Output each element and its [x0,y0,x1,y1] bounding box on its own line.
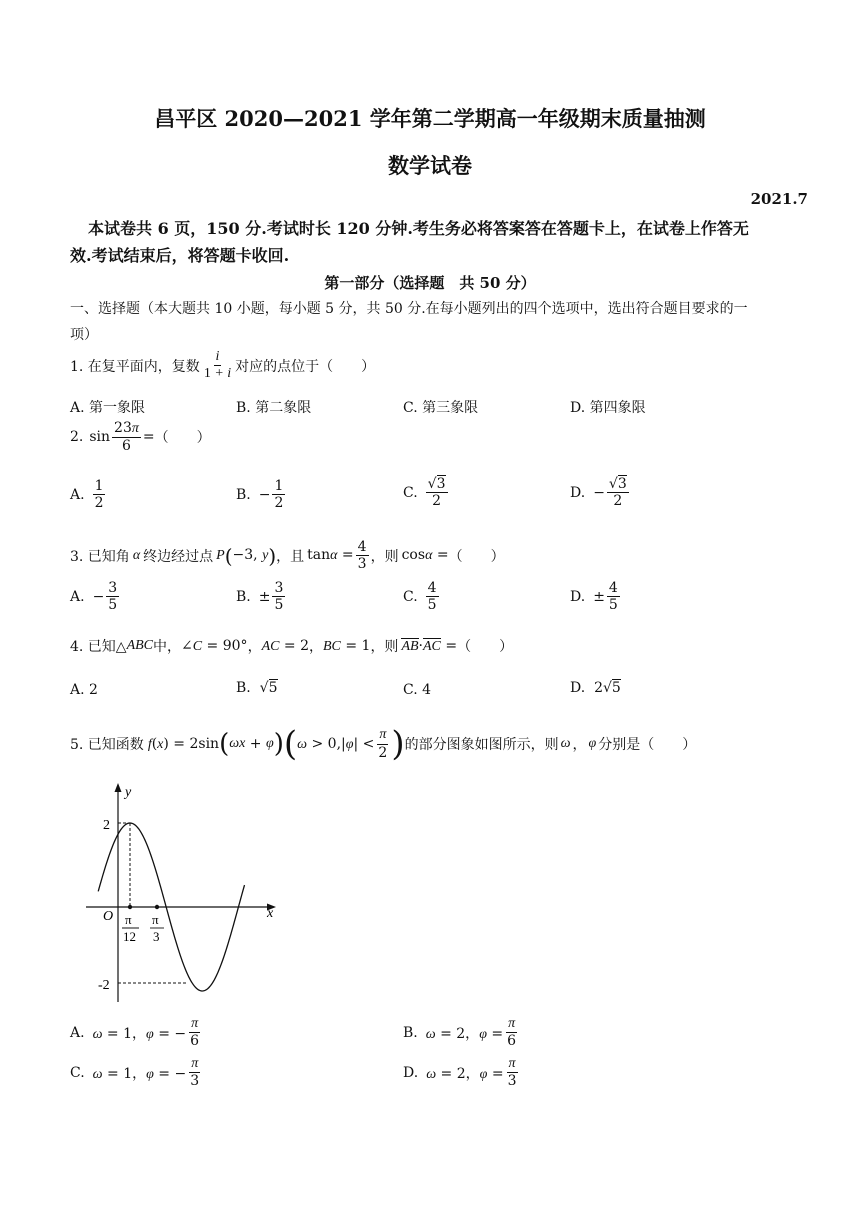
page-title: 昌平区 2020—2021 学年第二学期高一年级期末质量抽测 [154,106,706,131]
q1-option-b: B. 第二象限 [236,400,312,416]
part1-instruction-line-1: 一、选择题（本大题共 10 小题，每小题 5 分，共 50 分.在每小题列出的四个选项中，选出符合题目要求的一 [70,301,748,317]
q1-option-a: A. 第一象限 [70,400,146,416]
intro-line-1: 本试卷共 6 页，150 分.考试时长 120 分钟.考生务必将答案答在答题卡上，在试卷上作答无 [88,219,749,238]
q2-prefix: 2. [70,429,84,446]
tick-2-numerator: π [152,912,159,927]
q1-suffix: 对应的点位于（ ） [235,358,376,375]
tick-1-denominator: 12 [123,929,136,944]
q1-fraction: $\frac{i}{1 + i}$ [203,349,232,382]
part1-instruction-line-2: 项） [70,327,98,343]
q3-option-a: A. − $\frac{3}{5}$ [70,580,118,614]
q5-option-b: B. ω = 2，φ = $\frac{\pi}{6}$ [403,1016,517,1050]
q4-option-a: A. 2 [70,682,98,698]
q5-option-a: A. ω = 1，φ = − $\frac{\pi}{6}$ [70,1016,200,1050]
q5-function-graph [86,777,296,1007]
q5-option-d: D. ω = 2，φ = $\frac{\pi}{3}$ [403,1056,517,1090]
point-pi-over-3 [155,905,159,909]
tick-2-denominator: 3 [153,929,160,944]
x-axis-label: x [267,906,274,921]
q3-option-b: B. ± $\frac{3}{5}$ [236,580,284,614]
q2-option-d: D. − $\frac{√3}{2}$ [570,476,627,510]
question-5: 5. 已知函数 f(x) = 2sin ( ωx + φ ) ( ω > 0,|φ| < $\frac{\pi}{2}$ ) 的部分图象如图所示，则 ω ， φ 分别是（ ） [70,724,697,764]
question-3: 3. 已知角 α 终边经过点 P ( −3, y ) ，且 tanα = $\frac{4}{3}$ ，则 cosα = （ ） [70,539,505,573]
tick-1-numerator: π [125,912,132,927]
q1-prefix: 1. 在复平面内，复数 [70,358,200,375]
q3-option-d: D. ± $\frac{4}{5}$ [570,580,618,614]
point-pi-over-12 [128,905,132,909]
q2-fraction: $\frac{23\pi}{6}$ [114,420,139,455]
q1-option-d: D. 第四象限 [570,400,646,416]
q2-option-b: B. − $\frac{1}{2}$ [236,478,284,512]
question-2: 2. sin $\frac{23\pi}{6}$ = （ ） [70,420,211,455]
part1-heading: 第一部分（选择题 共 50 分） [324,274,536,292]
q2-option-a: A. $\frac{1}{2}$ [70,478,104,512]
q3-option-c: C. $\frac{4}{5}$ [403,580,437,614]
question-4: 4. 已知△ ABC 中， ∠C = 90° ， AC = 2 ， BC = 1 ，则 AB·AC = （ ） [70,637,514,655]
q2-option-c: C. $\frac{√3}{2}$ [403,476,446,510]
page-subtitle: 数学试卷 [388,153,472,178]
origin-label: O [103,909,114,924]
intro-line-2: 效.考试结束后，将答题卡收回. [70,246,290,265]
y-axis-label: y [125,785,132,800]
q4-option-d: D. 2√5 [570,680,621,696]
q4-option-c: C. 4 [403,682,432,698]
question-1 [70,349,375,382]
q2-suffix: （ ） [154,430,211,447]
y-max-label: 2 [103,818,110,833]
q1-option-c: C. 第三象限 [403,400,479,416]
y-axis-arrow [115,783,122,792]
q5-option-c: C. ω = 1，φ = − $\frac{\pi}{3}$ [70,1056,200,1090]
exam-date: 2021.7 [750,190,808,208]
y-min-label: -2 [98,978,110,993]
q2-expression: sin [89,429,111,446]
q4-option-b: B. √5 [236,680,278,696]
